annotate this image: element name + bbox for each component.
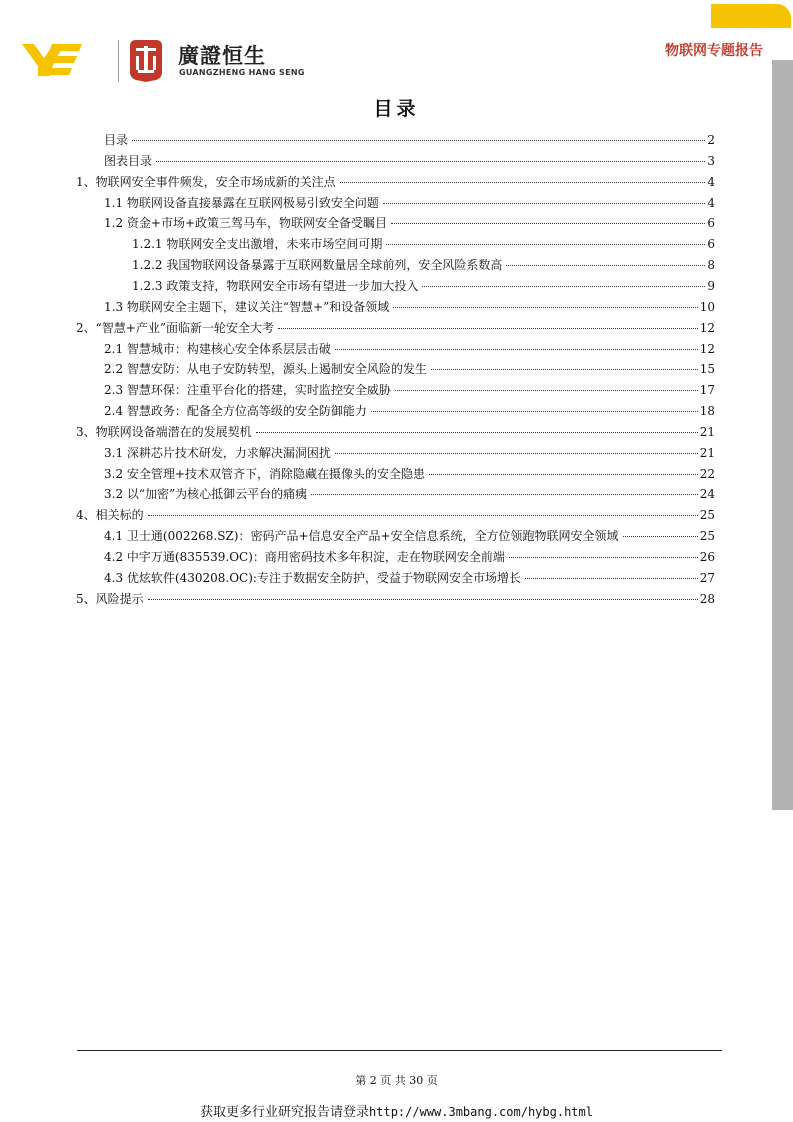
toc-entry-page: 4 xyxy=(707,195,715,210)
toc-entry-page: 27 xyxy=(699,570,715,585)
toc-entry-title: 1.2.2 我国物联网设备暴露于互联网数量居全球前列，安全风险系数高 xyxy=(132,258,503,273)
toc-dot-leader xyxy=(509,557,698,558)
toc-entry-page: 21 xyxy=(699,424,715,439)
toc-title: 目录 xyxy=(373,98,420,120)
toc-entry-title: 2.2 智慧安防：从电子安防转型，源头上遏制安全风险的发生 xyxy=(104,362,427,377)
toc-entry[interactable] xyxy=(76,423,715,443)
report-type-label: 物联网专题报告 xyxy=(665,43,763,59)
logo-divider xyxy=(118,40,119,82)
toc-entry-page: 8 xyxy=(707,258,715,273)
toc-entry-page: 12 xyxy=(699,341,715,356)
toc-dot-leader xyxy=(623,536,698,537)
toc-entry-title: 1.2 资金+市场+政策三驾马车，物联网安全备受瞩目 xyxy=(104,216,388,231)
toc-entry[interactable] xyxy=(132,235,715,255)
toc-dot-leader xyxy=(256,432,698,433)
toc-entry-page: 21 xyxy=(699,445,715,460)
toc-dot-leader xyxy=(278,328,698,329)
header-tab-decoration xyxy=(711,4,791,28)
logo-chinese-name: 廣證恒生 xyxy=(178,44,266,68)
toc-dot-leader xyxy=(393,307,697,308)
ye-logo-icon xyxy=(22,42,82,76)
seal-icon xyxy=(126,38,166,82)
toc-entry-title: 4.1 卫士通(002268.SZ)：密码产品+信息安全产品+安全信息系统，全方位领跑物联网安全领域 xyxy=(104,529,619,544)
toc-entry[interactable] xyxy=(132,256,715,276)
promo-line xyxy=(0,1101,793,1120)
toc-entry[interactable] xyxy=(76,590,715,610)
toc-dot-leader xyxy=(335,349,698,350)
toc-entry-page: 15 xyxy=(699,362,715,377)
toc-dot-leader xyxy=(383,203,705,204)
toc-entry-title: 3、物联网设备端潜在的发展契机 xyxy=(76,424,252,439)
toc-entry[interactable] xyxy=(132,277,715,297)
toc-entry[interactable] xyxy=(104,152,715,172)
toc-dot-leader xyxy=(132,140,705,141)
toc-entry[interactable] xyxy=(76,319,715,339)
toc-entry-page: 12 xyxy=(699,320,715,335)
toc-entry-page: 4 xyxy=(707,174,715,189)
toc-dot-leader xyxy=(156,161,705,162)
toc-entry-page: 18 xyxy=(699,404,715,419)
toc-dot-leader xyxy=(422,286,705,287)
toc-entry-page: 25 xyxy=(699,508,715,523)
toc-entry-title: 2.4 智慧政务：配备全方位高等级的安全防御能力 xyxy=(104,404,367,419)
toc-entry-page: 6 xyxy=(707,216,715,231)
toc-entry-title: 目录 xyxy=(104,133,129,147)
toc-entry-page: 17 xyxy=(699,383,715,398)
toc-entry[interactable] xyxy=(104,527,715,547)
toc-entry-page: 3 xyxy=(707,153,715,168)
toc-entry-page: 10 xyxy=(699,299,715,314)
toc-entry-title: 2.3 智慧环保：注重平台化的搭建，实时监控安全威胁 xyxy=(104,383,391,398)
promo-text: 获取更多行业研究报告请登录 xyxy=(200,1105,370,1120)
toc-dot-leader xyxy=(340,182,706,183)
toc-entry[interactable] xyxy=(104,298,715,318)
toc-dot-leader xyxy=(391,223,705,224)
toc-entry-page: 9 xyxy=(707,278,715,293)
toc-entry-page: 25 xyxy=(699,529,715,544)
toc-dot-leader xyxy=(371,411,698,412)
page-number: 第 2 页 共 30 页 xyxy=(355,1074,438,1087)
toc-entry[interactable] xyxy=(104,360,715,380)
toc-entry[interactable] xyxy=(104,465,715,485)
toc-dot-leader xyxy=(431,369,698,370)
toc-entry-title: 1.3 物联网安全主题下，建议关注“智慧+”和设备领域 xyxy=(104,299,390,314)
toc-entry[interactable] xyxy=(76,506,715,526)
toc-entry[interactable] xyxy=(104,194,715,214)
toc-dot-leader xyxy=(311,494,698,495)
toc-entry-page: 24 xyxy=(699,487,715,502)
toc-entry-title: 3.1 深耕芯片技术研发，力求解决漏洞困扰 xyxy=(104,445,331,460)
toc-entry[interactable] xyxy=(76,173,715,193)
toc-dot-leader xyxy=(386,244,705,245)
toc-dot-leader xyxy=(335,453,698,454)
toc-entry[interactable] xyxy=(104,214,715,234)
toc-entry[interactable] xyxy=(104,548,715,568)
toc-dot-leader xyxy=(395,390,698,391)
toc-entry-title: 2.1 智慧城市：构建核心安全体系层层击破 xyxy=(104,341,331,356)
promo-url[interactable]: http://www.3mbang.com/hybg.html xyxy=(369,1105,593,1119)
toc-entry-title: 4.3 优炫软件(430208.OC):专注于数据安全防护，受益于物联网安全市场增长 xyxy=(104,570,521,585)
toc-entry-title: 3.2 安全管理+技术双管齐下，消除隐藏在摄像头的安全隐患 xyxy=(104,466,425,481)
toc-entry-title: 3.2 以“加密”为核心抵御云平台的痛痍 xyxy=(104,487,308,502)
toc-entry-page: 6 xyxy=(707,237,715,252)
toc-entry[interactable] xyxy=(104,131,715,151)
toc-entry-page: 26 xyxy=(699,550,715,564)
toc-entry-title: 1、物联网安全事件频发，安全市场成新的关注点 xyxy=(76,174,336,189)
toc-entry-title: 1.1 物联网设备直接暴露在互联网极易引致安全问题 xyxy=(104,195,379,210)
toc-entry-title: 1.2.3 政策支持，物联网安全市场有望进一步加大投入 xyxy=(132,278,419,293)
toc-entry[interactable] xyxy=(104,569,715,589)
logo-english-name: GUANGZHENG HANG SENG xyxy=(179,68,305,77)
toc-entry[interactable] xyxy=(104,485,715,505)
toc-dot-leader xyxy=(525,578,698,579)
toc-dot-leader xyxy=(148,599,698,600)
footer-divider xyxy=(77,1050,722,1051)
toc-entry[interactable] xyxy=(104,444,715,464)
toc-entry-title: 2、“智慧+产业”面临新一轮安全大考 xyxy=(76,320,274,335)
toc-entry[interactable] xyxy=(104,402,715,422)
toc-entry-page: 2 xyxy=(707,133,715,147)
toc-entry[interactable] xyxy=(104,381,715,401)
toc-entry[interactable] xyxy=(104,340,715,360)
toc-entry-page: 22 xyxy=(699,466,715,481)
toc-entry-title: 5、风险提示 xyxy=(76,591,144,606)
side-decoration-bar xyxy=(772,60,793,810)
toc-entry-title: 4、相关标的 xyxy=(76,508,144,523)
toc-dot-leader xyxy=(506,265,705,266)
toc-dot-leader xyxy=(148,515,698,516)
toc-dot-leader xyxy=(429,474,698,475)
toc-entry-page: 28 xyxy=(699,591,715,606)
toc-entry-title: 4.2 中宇万通(835539.OC)：商用密码技术多年积淀，走在物联网安全前端 xyxy=(104,550,505,564)
toc-entry-title: 1.2.1 物联网安全支出激增，未来市场空间可期 xyxy=(132,237,383,252)
company-logo xyxy=(22,38,305,84)
toc-entry-title: 图表目录 xyxy=(104,153,153,168)
